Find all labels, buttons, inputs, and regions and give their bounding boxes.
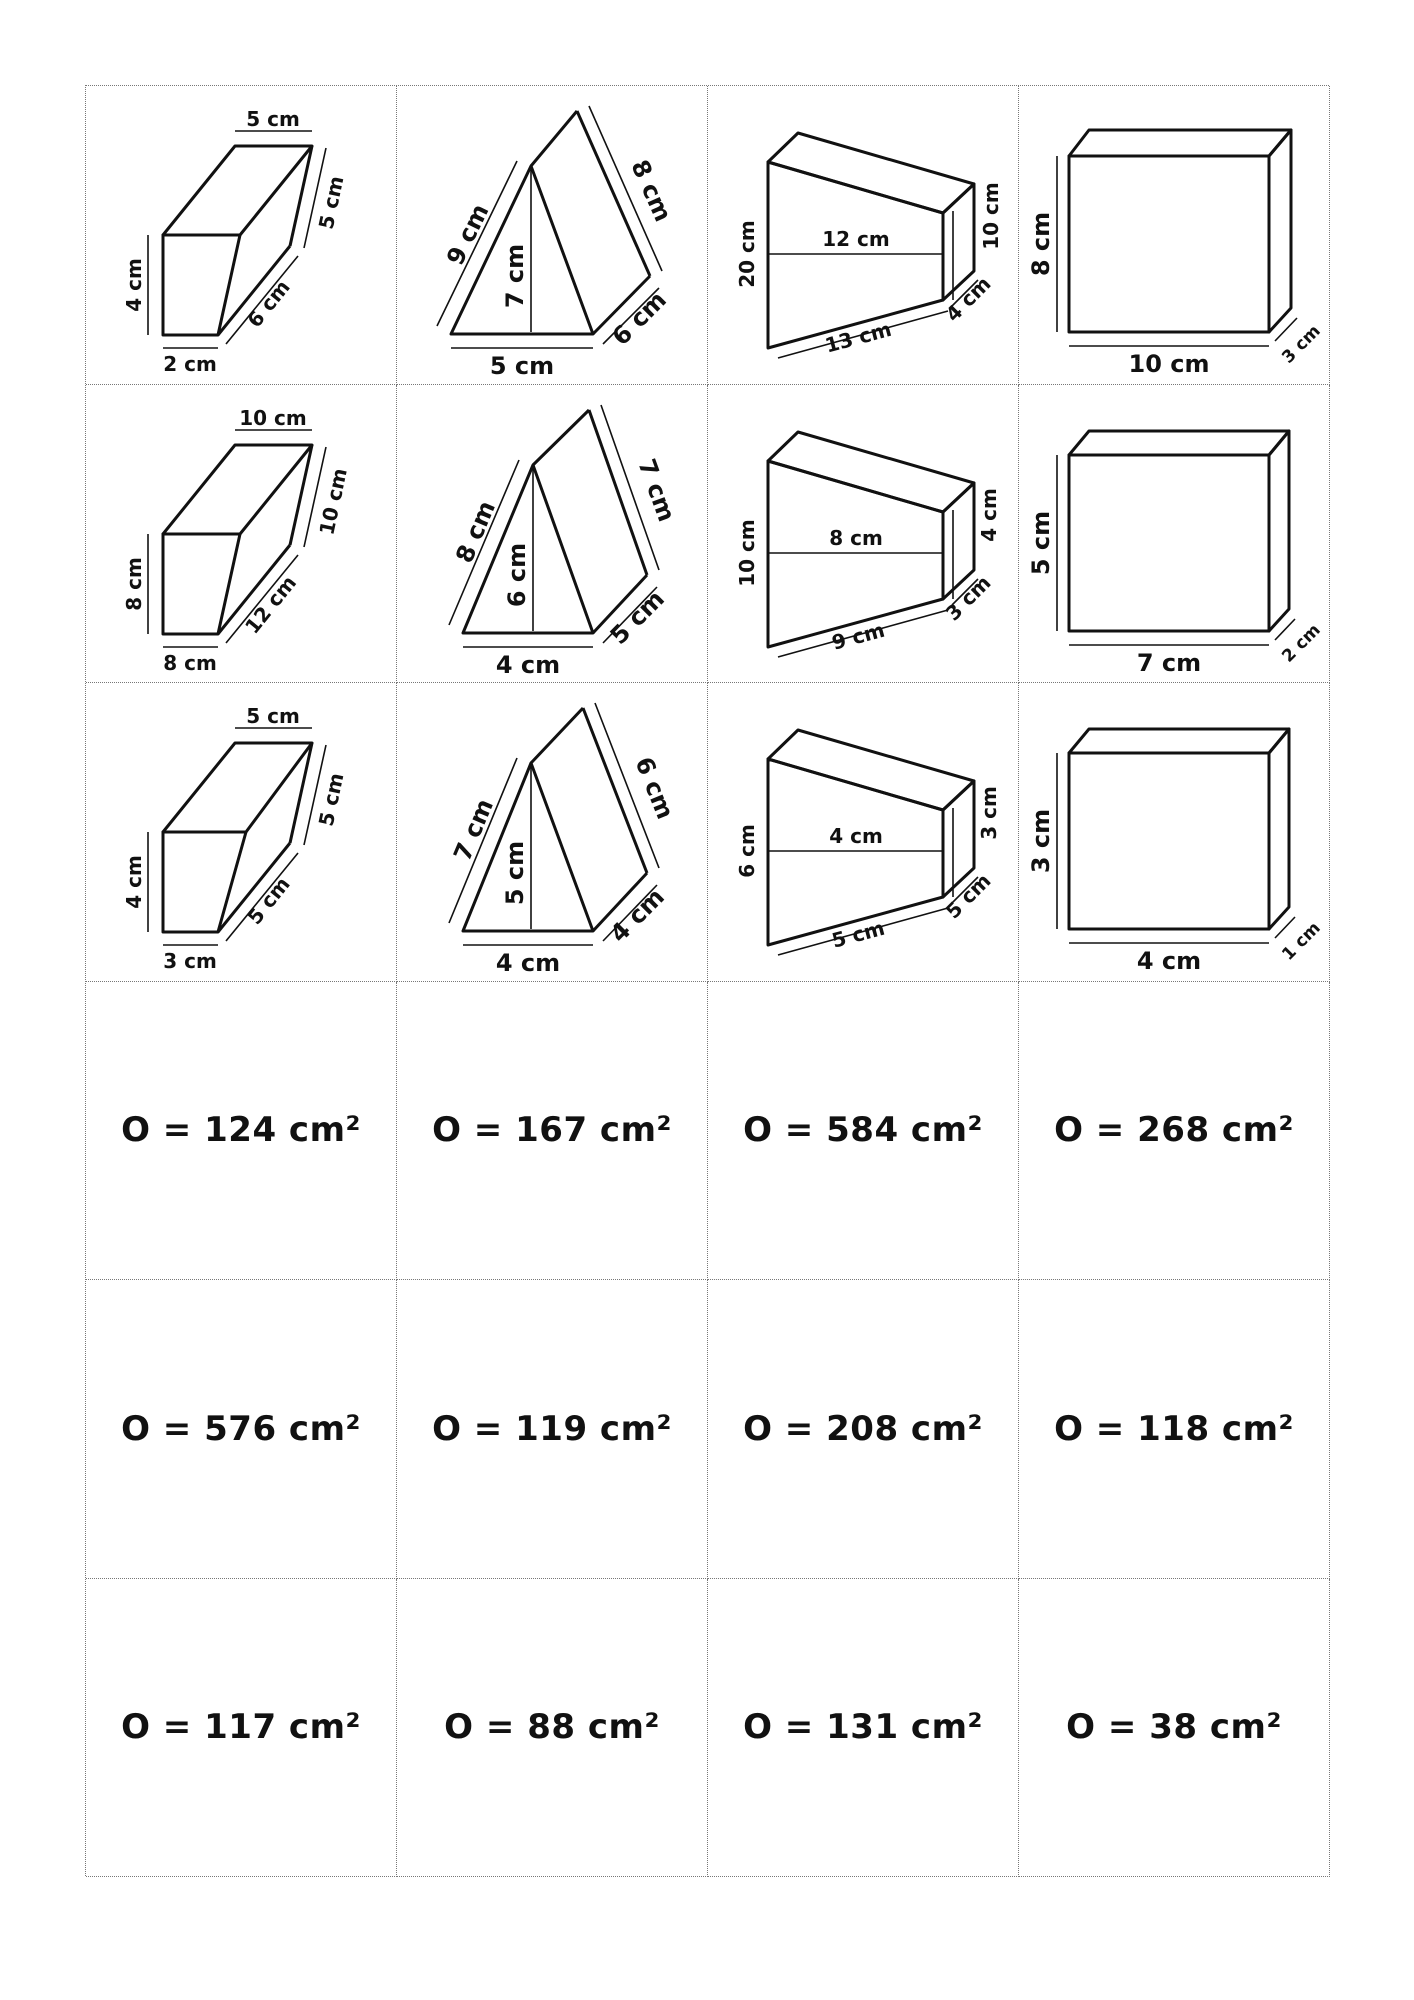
shape-card: [86, 86, 397, 385]
trapezoid-prism-figure: [86, 385, 397, 683]
dim-label: 4 cm: [829, 824, 883, 848]
dim-label: 8 cm: [163, 650, 217, 675]
surface-area-answer: O = 38 cm²: [1066, 1707, 1282, 1748]
dim-label: 4 cm: [495, 949, 561, 977]
dim-label: 10 cm: [735, 518, 759, 587]
dim-label: 7 cm: [632, 454, 681, 525]
dim-label: 8 cm: [829, 525, 883, 550]
dim-label: 5 cm: [829, 915, 888, 953]
dim-label: 5 cm: [940, 868, 996, 924]
dim-label: 7 cm: [1136, 648, 1202, 677]
dim-label: 12 cm: [822, 227, 890, 251]
answer-card: [1019, 982, 1330, 1281]
dim-label: 9 cm: [441, 199, 495, 270]
shape-card: [1019, 86, 1330, 385]
dim-label: 4 cm: [977, 487, 1001, 542]
cuboid-figure: [1019, 683, 1330, 981]
dim-label: 12 cm: [239, 570, 302, 638]
dim-label: 3 cm: [940, 570, 996, 625]
shape-card: [708, 385, 1019, 684]
dim-label: 5 cm: [242, 872, 295, 929]
trapezoid-block-figure: [708, 683, 1019, 981]
surface-area-answer: O = 167 cm²: [432, 1110, 672, 1151]
surface-area-answer: O = 118 cm²: [1054, 1408, 1294, 1449]
dim-label: 5 cm: [501, 840, 529, 906]
shape-card: [1019, 385, 1330, 684]
dim-label: 2 cm: [163, 352, 217, 376]
card-grid: [85, 85, 1329, 1876]
worksheet: [85, 85, 1329, 1876]
triangular-prism-figure: [397, 86, 708, 384]
dim-label: 5 cm: [313, 770, 349, 829]
dim-label: 6 cm: [606, 285, 672, 351]
dim-label: 1 cm: [1278, 918, 1325, 965]
dim-label: 5 cm: [604, 584, 670, 650]
answer-card: [397, 1280, 708, 1579]
answer-card: [86, 1579, 397, 1878]
answer-card: [708, 1280, 1019, 1579]
dim-label: 7 cm: [448, 794, 500, 865]
surface-area-answer: O = 124 cm²: [121, 1110, 361, 1151]
triangular-prism-figure: [397, 385, 708, 683]
answer-card: [1019, 1280, 1330, 1579]
dim-label: 5 cm: [246, 107, 300, 131]
shape-card: [397, 385, 708, 684]
shape-card: [708, 683, 1019, 982]
surface-area-answer: O = 584 cm²: [743, 1110, 983, 1151]
dim-label: 4 cm: [604, 882, 670, 948]
answer-card: [708, 1579, 1019, 1878]
dim-label: 6 cm: [242, 275, 295, 332]
dim-label: 10 cm: [1128, 350, 1210, 378]
dim-label: 9 cm: [829, 617, 888, 655]
shape-card: [1019, 683, 1330, 982]
dim-label: 8 cm: [450, 496, 502, 567]
dim-label: 2 cm: [1278, 619, 1325, 667]
surface-area-answer: O = 119 cm²: [432, 1408, 672, 1449]
shape-card: [86, 385, 397, 684]
answer-card: [397, 1579, 708, 1878]
surface-area-answer: O = 576 cm²: [121, 1408, 361, 1449]
dim-label: 8 cm: [625, 155, 678, 226]
dim-label: 20 cm: [735, 220, 759, 288]
answer-card: [1019, 1579, 1330, 1878]
shape-card: [397, 683, 708, 982]
shape-card: [397, 86, 708, 385]
dim-label: 8 cm: [1027, 211, 1055, 277]
dim-label: 5 cm: [489, 352, 555, 380]
dim-label: 5 cm: [313, 173, 349, 232]
cuboid-figure: [1019, 86, 1330, 384]
answer-card: [397, 982, 708, 1281]
dim-label: 3 cm: [1278, 321, 1325, 368]
dim-label: 3 cm: [1027, 808, 1055, 874]
surface-area-answer: O = 268 cm²: [1054, 1110, 1294, 1151]
surface-area-answer: O = 117 cm²: [121, 1707, 361, 1748]
dim-label: 13 cm: [822, 316, 894, 358]
answer-card: [708, 982, 1019, 1281]
dim-label: 4 cm: [1136, 947, 1202, 975]
dim-label: 5 cm: [246, 704, 300, 728]
dim-label: 6 cm: [735, 824, 759, 878]
surface-area-answer: O = 131 cm²: [743, 1707, 983, 1748]
dim-label: 10 cm: [979, 182, 1003, 250]
dim-label: 5 cm: [1027, 510, 1055, 575]
trapezoid-block-figure: [708, 86, 1019, 384]
surface-area-answer: O = 88 cm²: [444, 1707, 660, 1748]
dim-label: 4 cm: [122, 855, 146, 909]
surface-area-answer: O = 208 cm²: [743, 1408, 983, 1449]
dim-label: 10 cm: [239, 405, 307, 430]
shape-card: [708, 86, 1019, 385]
dim-label: 4 cm: [940, 271, 996, 327]
dim-label: 4 cm: [495, 650, 561, 679]
dim-label: 10 cm: [314, 465, 352, 537]
dim-label: 6 cm: [629, 752, 680, 824]
trapezoid-prism-figure: [86, 683, 397, 981]
dim-label: 4 cm: [122, 258, 146, 312]
answer-card: [86, 1280, 397, 1579]
triangular-prism-figure: [397, 683, 708, 981]
cuboid-figure: [1019, 385, 1330, 683]
dim-label: 3 cm: [163, 949, 217, 973]
dim-label: 8 cm: [122, 556, 146, 611]
trapezoid-block-figure: [708, 385, 1019, 683]
trapezoid-prism-figure: [86, 86, 397, 384]
answer-card: [86, 982, 397, 1281]
shape-card: [86, 683, 397, 982]
dim-label: 6 cm: [503, 542, 531, 607]
dim-label: 3 cm: [977, 786, 1001, 840]
dim-label: 7 cm: [501, 243, 529, 309]
